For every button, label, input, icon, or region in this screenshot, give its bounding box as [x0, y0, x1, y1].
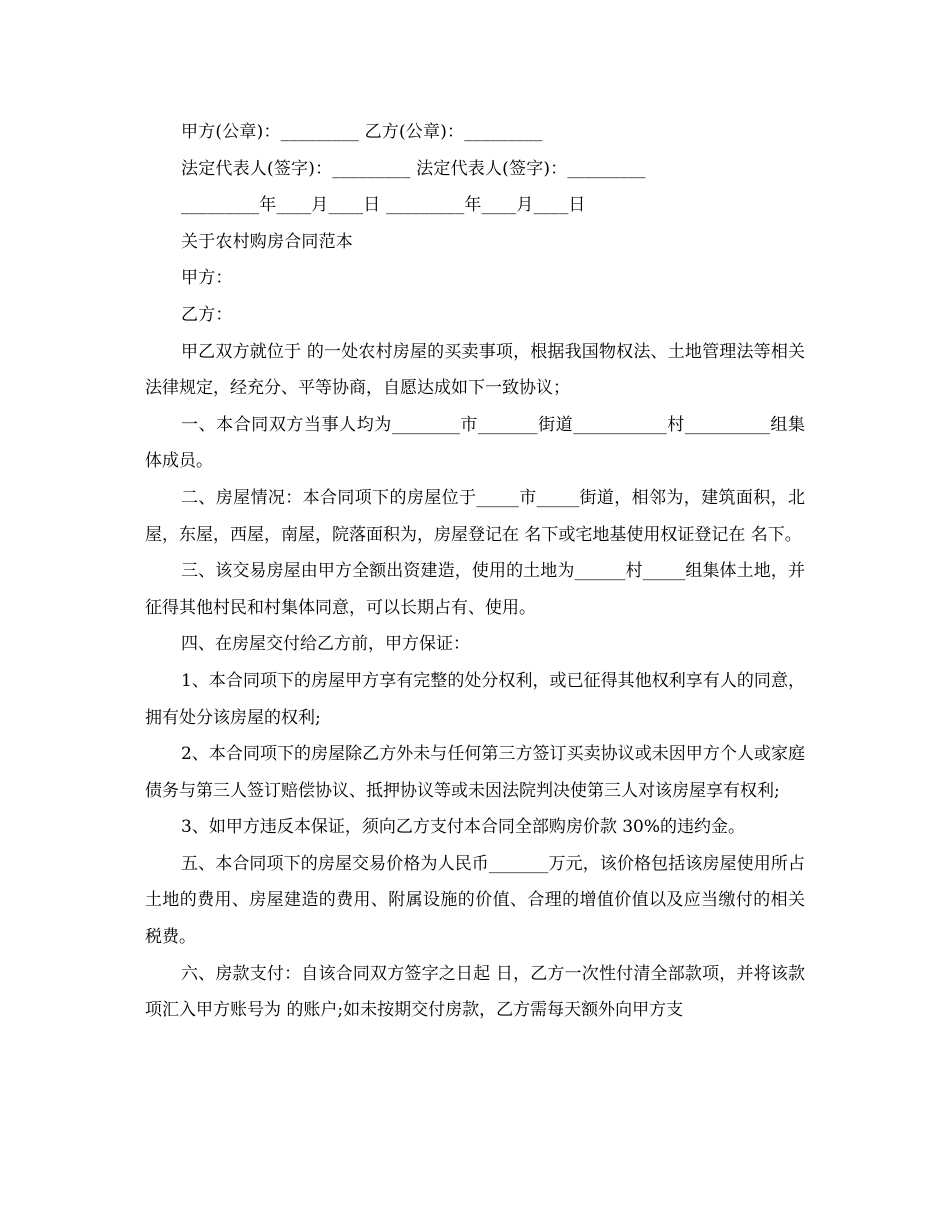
paragraph-clause-2: 二、房屋情况：本合同项下的房屋位于_____市_____街道，相邻为，建筑面积，北屋，东屋，西屋，南屋，院落面积为，房屋登记在 名下或宅地基使用权证登记在 名下。 [145, 487, 805, 545]
document-title: 关于农村购房合同范本 [181, 231, 353, 252]
paragraph-clause-1: 一、本合同双方当事人均为________市_______街道___________村__________组集体成员。 [145, 414, 805, 472]
paragraph-item-1: 1、本合同项下的房屋甲方享有完整的处分权利，或已征得其他权利享有人的同意，拥有处分该房屋的权利; [145, 670, 805, 728]
seal-line: 甲方(公章)：_________ 乙方(公章)：_________ [181, 122, 543, 142]
document-page [145, 114, 805, 1029]
paragraph-item-2: 2、本合同项下的房屋除乙方外未与任何第三方签订买卖协议或未因甲方个人或家庭债务与第三人签订赔偿协议、抵押协议等或未因法院判决使第三人对该房屋享有权利; [145, 744, 805, 801]
party-a-label: 甲方： [181, 268, 233, 289]
paragraph-clause-4: 四、在房屋交付给乙方前，甲方保证： [181, 634, 470, 655]
paragraph-clause-6: 六、房款支付：自该合同双方签字之日起 日，乙方一次性付清全部款项，并将该款项汇入甲方账号为 的账户;如未按期交付房款，乙方需每天额外向甲方支 [145, 963, 805, 1021]
party-b-label: 乙方： [181, 304, 233, 325]
paragraph-item-3: 3、如甲方违反本保证，须向乙方支付本合同全部购房价款 30%的违约金。 [181, 817, 746, 838]
paragraph-intro: 甲乙双方就位于 的一处农村房屋的买卖事项，根据我国物权法、土地管理法等相关法律规定，经充分、平等协商，自愿达成如下一致协议； [145, 341, 805, 399]
paragraph-clause-3: 三、该交易房屋由甲方全额出资建造，使用的土地为______村_____组集体土地，并征得其他村民和村集体同意，可以长期占有、使用。 [145, 561, 805, 618]
paragraph-clause-5: 五、本合同项下的房屋交易价格为人民币_______万元，该价格包括该房屋使用所占土地的费用、房屋建造的费用、附属设施的价值、合理的增值价值以及应当缴付的相关税费。 [145, 853, 805, 948]
legal-rep-line: 法定代表人(签字)：_________ 法定代表人(签字)：_________ [181, 158, 646, 179]
date-line: _________年____月____日 _________年____月____日 [181, 195, 586, 216]
